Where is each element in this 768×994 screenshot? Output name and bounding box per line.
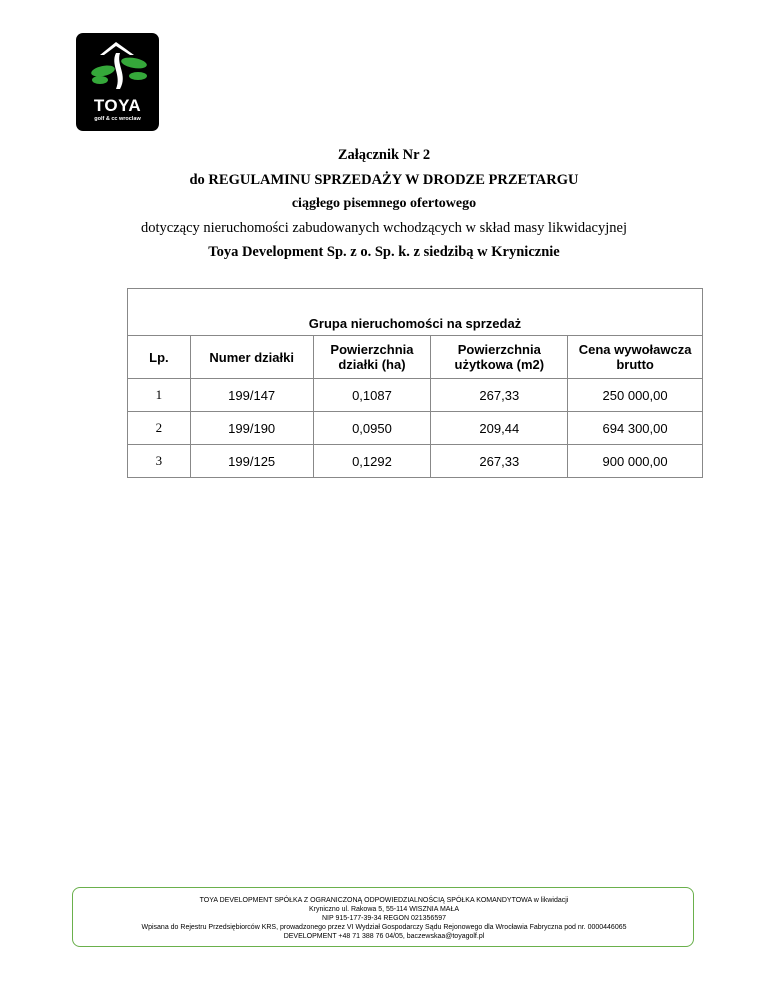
logo-name: TOYA: [93, 96, 142, 115]
table-cell: 1: [128, 379, 191, 412]
regulation-title: do REGULAMINU SPRZEDAŻY W DRODZE PRZETARGU: [189, 172, 579, 188]
table-row: [128, 379, 703, 412]
column-header: Powierzchnia działki (ha): [313, 336, 431, 379]
logo-subtitle: golf & cc wroclaw: [94, 116, 141, 122]
column-header: Lp.: [128, 336, 191, 379]
footer-tax-ids: NIP 915-177-39-34 REGON 021356597: [321, 915, 446, 922]
table-cell: 199/147: [190, 379, 313, 412]
table-cell: 267,33: [431, 445, 568, 478]
column-header: Powierzchnia użytkowa (m2): [431, 336, 568, 379]
table-row: [128, 445, 703, 478]
table-cell: 0,1292: [313, 445, 431, 478]
table-cell: 267,33: [431, 379, 568, 412]
footer-address: Kryniczno ul. Rakowa 5, 55-114 WISZNIA MAŁA: [308, 906, 460, 913]
table-cell: 694 300,00: [568, 412, 703, 445]
table-cell: 209,44: [431, 412, 568, 445]
footer-company: TOYA DEVELOPMENT SPÓŁKA Z OGRANICZONĄ ODPOWIEDZIALNOŚCIĄ SPÓŁKA KOMANDYTOWA w likwidacji: [199, 897, 569, 904]
properties-table: [127, 288, 703, 478]
column-header: Cena wywoławcza brutto: [568, 336, 703, 379]
table-cell: 2: [128, 412, 191, 445]
column-header: Numer działki: [190, 336, 313, 379]
footer-registry: Wpisana do Rejestru Przedsiębiorców KRS, prowadzonego przez VI Wydział Gospodarczy Sądu Rejonowego dla Wrocławia Fabryczna pod nr. 0000446065: [141, 924, 627, 931]
table-cell: 0,0950: [313, 412, 431, 445]
table-cell: 199/190: [190, 412, 313, 445]
table-cell: 0,1087: [313, 379, 431, 412]
company-name: Toya Development Sp. z o. Sp. k. z siedzibą w Krynicznie: [208, 244, 560, 260]
table-cell: 199/125: [190, 445, 313, 478]
table-group-title: Grupa nieruchomości na sprzedaż: [128, 289, 703, 336]
table-cell: 250 000,00: [568, 379, 703, 412]
table-row: [128, 412, 703, 445]
subject-description: dotyczący nieruchomości zabudowanych wchodzących w skład masy likwidacyjnej: [141, 220, 627, 236]
company-logo: [76, 33, 159, 131]
tender-type: ciągłego pisemnego ofertowego: [291, 196, 477, 211]
attachment-title: Załącznik Nr 2: [337, 147, 431, 163]
table-cell: 3: [128, 445, 191, 478]
table-cell: 900 000,00: [568, 445, 703, 478]
footer-contact: DEVELOPMENT +48 71 388 76 04/05, baczewskaa@toyagolf.pl: [283, 933, 485, 940]
